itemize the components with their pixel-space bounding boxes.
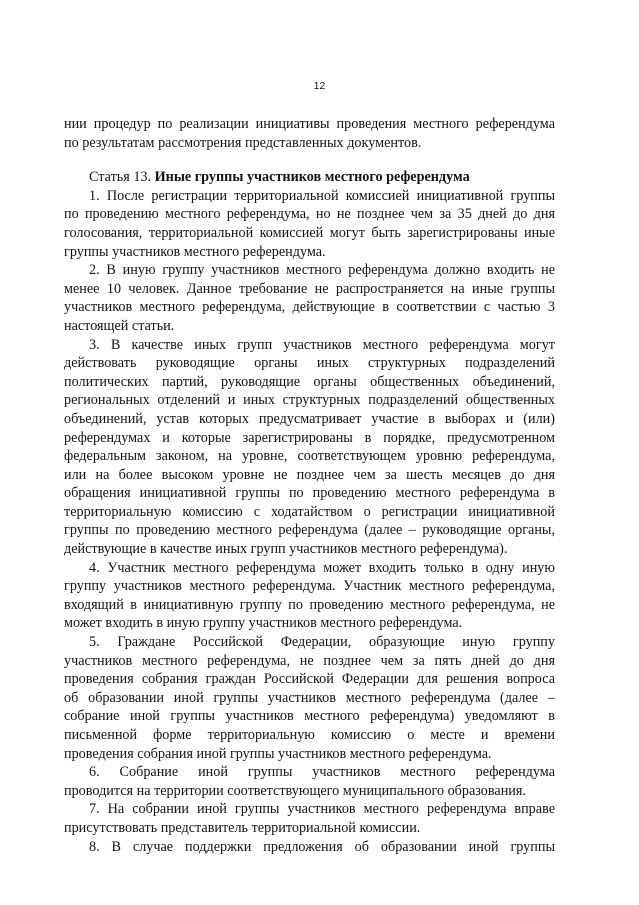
text-line: 3. В качестве иных групп участников местного референдума могут: [89, 336, 555, 353]
text-line: присутствовать представитель территориальной комиссии.: [64, 819, 421, 836]
paragraph: [64, 838, 555, 857]
page-number: 12: [313, 80, 326, 92]
text-line: обращения инициативной группы по проведению местного референдума в: [64, 485, 555, 502]
paragraph: [64, 800, 555, 837]
paragraph: [64, 763, 555, 800]
text-line: менее 10 человек. Данное требование не распространяется на иные группы: [64, 280, 555, 297]
text-line: референдумах и которые зарегистрированы в порядке, предусмотренном: [64, 429, 555, 446]
article-number: Статья 13.: [89, 169, 155, 186]
text-line: 4. Участник местного референдума может входить только в одну иную: [89, 559, 555, 576]
paragraph: [64, 187, 555, 261]
document-body: [64, 115, 555, 856]
text-line: федеральным законом, на уровне, соответствующем уровню референдума,: [64, 448, 555, 465]
article-heading: [64, 168, 555, 187]
text-line: проведения собрания граждан Российской Федерации для решения вопроса: [64, 671, 555, 688]
text-line: 5. Граждане Российской Федерации, образующие иную группу: [89, 634, 555, 651]
text-line: группу участников местного референдума. Участник местного референдума,: [64, 578, 555, 595]
spacer: [64, 152, 555, 168]
paragraph: [64, 559, 555, 633]
text-line: нии процедур по реализации инициативы проведения местного референдума: [64, 116, 555, 132]
text-line: письменной форме территориальную комиссию о месте и времени: [64, 727, 555, 743]
text-line: настоящей статьи.: [64, 317, 175, 334]
text-line: по проведению местного референдума, но не позднее чем за 35 дней до дня: [64, 206, 555, 223]
paragraph-continuation: [64, 115, 555, 152]
text-line: входящий в инициативную группу по проведению местного референдума, не: [64, 596, 555, 613]
article-title: Иные группы участников местного референдума: [154, 169, 470, 186]
text-line: проведения собрания иной группы участников местного референдума.: [64, 745, 492, 762]
text-line: 7. На собрании иной группы участников местного референдума вправе: [89, 801, 555, 818]
text-line: территориальную комиссию с ходатайством о регистрации инициативной: [64, 503, 555, 520]
text-line: проводится на территории соответствующего муниципального образования.: [64, 782, 526, 799]
text-line: участников местного референдума, действующие в соответствии с частью 3: [64, 299, 555, 316]
text-line: 6. Собрание иной группы участников местного референдума: [89, 764, 555, 781]
text-line: об образовании иной группы участников местного референдума (далее –: [64, 689, 555, 706]
text-line: действовать руководящие органы иных структурных подразделений: [64, 355, 555, 372]
text-line: голосования, территориальной комиссией могут быть зарегистрированы иные: [64, 224, 555, 241]
text-line: действующие в качестве иных групп участников местного референдума).: [64, 541, 508, 558]
paragraph: [64, 261, 555, 335]
text-line: группы участников местного референдума.: [64, 243, 326, 260]
text-line: 1. После регистрации территориальной комиссией инициативной группы: [89, 187, 555, 204]
paragraph: [64, 336, 555, 559]
text-line: собрание иной группы участников местного референдума) уведомляют в: [64, 708, 555, 725]
text-line: группы по проведению местного референдума (далее – руководящие органы,: [64, 522, 555, 539]
text-line: 8. В случае поддержки предложения об образовании иной группы: [89, 838, 555, 855]
text-line: региональных отделений и иных структурных подразделений общественных: [64, 392, 555, 409]
text-line: объединений, устав которых предусматривает участие в выборах и (или): [64, 410, 555, 427]
text-line: или на более высоком уровне не позднее чем за шесть месяцев до дня: [64, 466, 555, 483]
text-line: может входить в иную группу участников местного референдума.: [64, 615, 463, 632]
text-line: по результатам рассмотрения представленных документов.: [64, 134, 422, 151]
text-line: участников местного референдума, не позднее чем за пять дней до дня: [64, 652, 555, 669]
text-line: 2. В иную группу участников местного референдума должно входить не: [89, 262, 555, 279]
paragraph: [64, 633, 555, 763]
text-line: политических партий, руководящие органы общественных объединений,: [64, 373, 555, 390]
